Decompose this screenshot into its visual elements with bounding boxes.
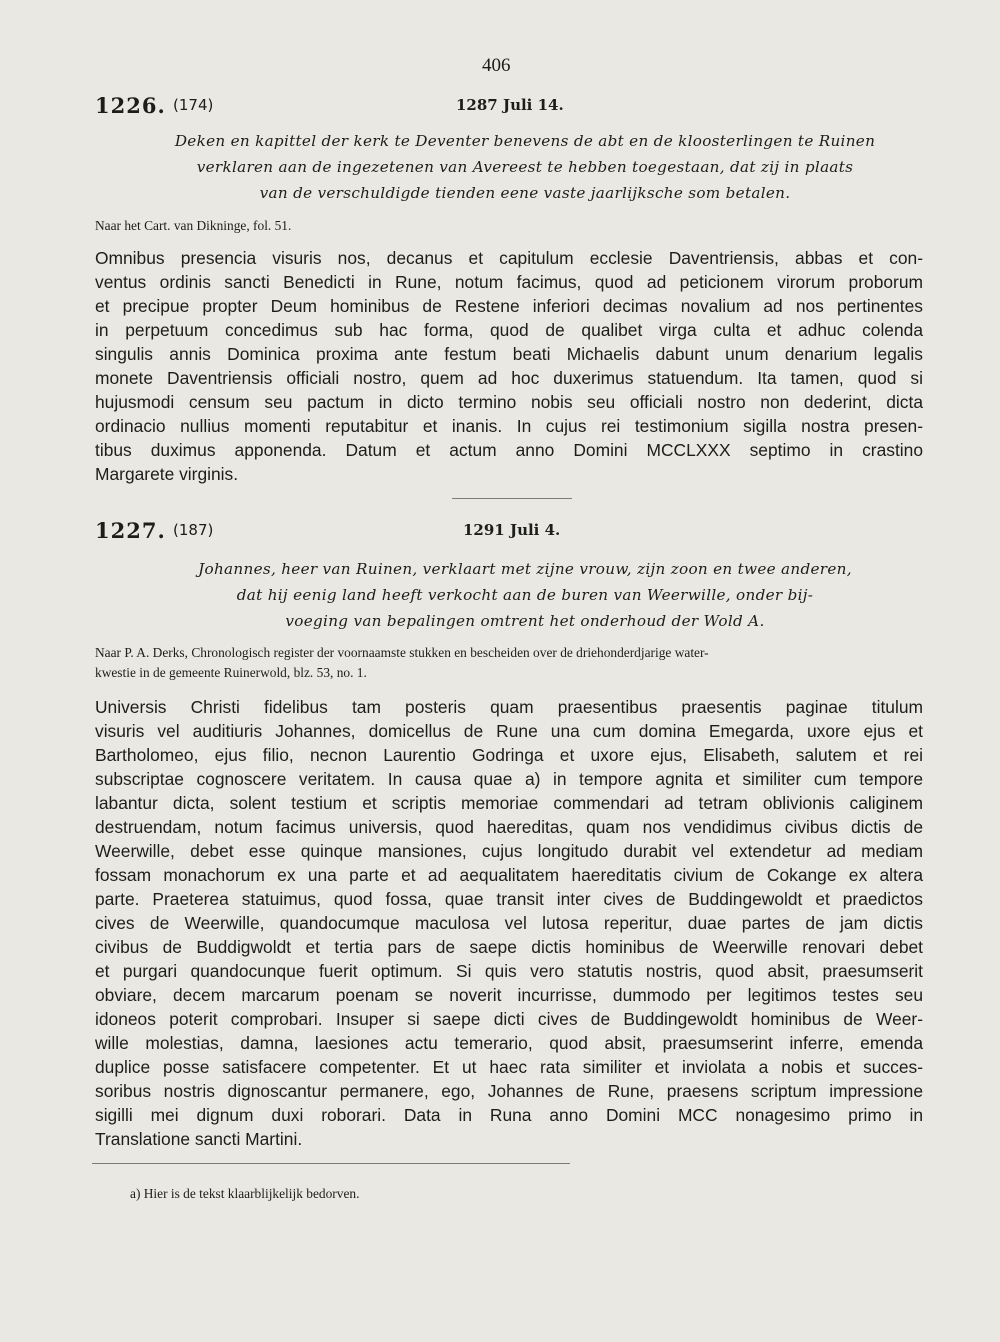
text-line: ordinacio nullius momenti reputabitur et inanis. In cujus rei testimonium sigilla nostra presen- — [95, 416, 923, 436]
charter-source — [95, 643, 925, 683]
charter-source — [95, 216, 291, 236]
charter-header — [95, 93, 995, 123]
charter-reference: (187) — [173, 521, 214, 539]
charter-reference: (174) — [173, 96, 214, 114]
text-line: ventus ordinis sancti Benedicti in Rune, notum facimus, quod ad peticionem virorum proborum — [95, 272, 923, 292]
section-divider — [452, 498, 572, 499]
charter-regest — [95, 556, 955, 634]
text-line: Margarete virginis. — [95, 464, 239, 484]
text-line: singulis annis Dominica proxima ante festum beati Michaelis dabunt unum denarium legalis — [95, 344, 923, 364]
text-line: Omnibus presencia visuris nos, decanus et capitulum ecclesie Daventriensis, abbas et con- — [95, 248, 923, 268]
text-line: Universis Christi fidelibus tam posteris quam praesentibus praesentis paginae titulum — [95, 697, 923, 717]
text-line: et precipue propter Deum hominibus de Restene inferiori decimas novalium ad nos pertinentes — [95, 296, 923, 316]
charter-text — [95, 246, 923, 486]
footnote: a) Hier is de tekst klaarblijkelijk bedorven. — [130, 1186, 360, 1201]
source-line: Naar P. A. Derks, Chronologisch register der voornaamste stukken en bescheiden over de driehonderdjarige water- — [95, 645, 709, 660]
charter-date: 1287 Juli 14. — [456, 96, 564, 114]
text-line: sigilli mei dignum duxi roborari. Data in Runa anno Domini MCC nonagesimo primo in — [95, 1105, 923, 1125]
text-line: visuris vel auditiuris Johannes, domicellus de Rune una cum domina Emegarda, uxore ejus et — [95, 721, 923, 741]
text-line: soribus nostris dignoscantur permanere, ego, Johannes de Rune, praesens scriptum impressione — [95, 1081, 923, 1101]
source-line: Naar het Cart. van Dikninge, fol. 51. — [95, 218, 292, 233]
text-line: idoneos poterit comprobari. Insuper si saepe dicti cives de Buddingewoldt hominibus de Weer- — [95, 1009, 923, 1029]
regest-line: Deken en kapittel der kerk te Deventer benevens de abt en de kloosterlingen te Ruinen — [174, 132, 876, 150]
charter-number: 1226. — [95, 93, 166, 118]
regest-line: van de verschuldigde tienden eene vaste jaarlijksche som betalen. — [259, 184, 791, 202]
text-line: Weerwille, debet esse quinque mansiones, cujus longitudo durabit vel extendetur ad mediam — [95, 841, 923, 861]
regest-line: dat hij eenig land heeft verkocht aan de buren van Weerwille, onder bij- — [236, 586, 814, 604]
text-line: et purgari quandocunque fuerit optimum. Si quis vero statutis nostris, quod absit, praesumserit — [95, 961, 923, 981]
regest-line: verklaren aan de ingezetenen van Avereest te hebben toegestaan, dat zij in plaats — [196, 158, 854, 176]
charter-number: 1227. — [95, 518, 166, 543]
text-line: civibus de Buddigwoldt et tertia pars de saepe dictis hominibus de Weerwille renovari debet — [95, 937, 923, 957]
page-number: 406 — [482, 55, 511, 76]
text-line: fossam monachorum ex una parte et ad aequalitatem haereditatis civium de Cokange ex altera — [95, 865, 923, 885]
text-line: destruendam, notum facimus universis, quod haereditas, quam nos vendidimus civibus dictis de — [95, 817, 923, 837]
charter-regest — [95, 128, 955, 206]
regest-line: voeging van bepalingen omtrent het onderhoud der Wold A. — [285, 612, 765, 630]
source-line: kwestie in de gemeente Ruinerwold, blz. 53, no. 1. — [95, 665, 367, 680]
text-line: cives de Weerwille, quandocumque maculosa vel lutosa reperitur, duae partes de jam dictis — [95, 913, 923, 933]
text-line: subscriptae cognoscere veritatem. In causa quae a) in tempore agnita et similiter cum tempore — [95, 769, 923, 789]
text-line: wille molestias, damna, laesiones actu temerario, quod absit, praesumserint inferre, emenda — [95, 1033, 923, 1053]
text-line: tibus duximus apponenda. Datum et actum anno Domini MCCLXXX septimo in crastino — [95, 440, 923, 460]
regest-line: Johannes, heer van Ruinen, verklaart met zijne vrouw, zijn zoon en twee anderen, — [198, 560, 852, 578]
text-line: duplice posse satisfacere competenter. Et ut haec rata similiter et inviolata a nobis et succes- — [95, 1057, 923, 1077]
text-line: hujusmodi censum seu pactum in dicto termino nobis seu officiali nostro non dederint, dicta — [95, 392, 923, 412]
footnote-divider — [92, 1163, 570, 1164]
text-line: obviare, decem marcarum poenam se noverit incurrisse, dummodo per legitimos testes seu — [95, 985, 923, 1005]
text-line: monete Daventriensis officiali nostro, quem ad hoc duxerimus statuendum. Ita tamen, quod si — [95, 368, 923, 388]
text-line: labantur dicta, solent testium et scriptis memoriae commendari ad tetram oblivionis caliginem — [95, 793, 923, 813]
charter-text — [95, 695, 923, 1151]
charter-header — [95, 518, 995, 548]
text-line: Bartholomeo, ejus filio, necnon Laurentio Godringa et uxore ejus, Elisabeth, salutem et rei — [95, 745, 923, 765]
text-line: parte. Praeterea statuimus, quod fossa, quae transit inter cives de Buddingewoldt et praedictos — [95, 889, 923, 909]
charter-date: 1291 Juli 4. — [463, 521, 561, 539]
text-line: in perpetuum concedimus sub hac forma, quod de qualibet virga culta et adhuc colenda — [95, 320, 923, 340]
text-line: Translatione sancti Martini. — [95, 1129, 303, 1149]
